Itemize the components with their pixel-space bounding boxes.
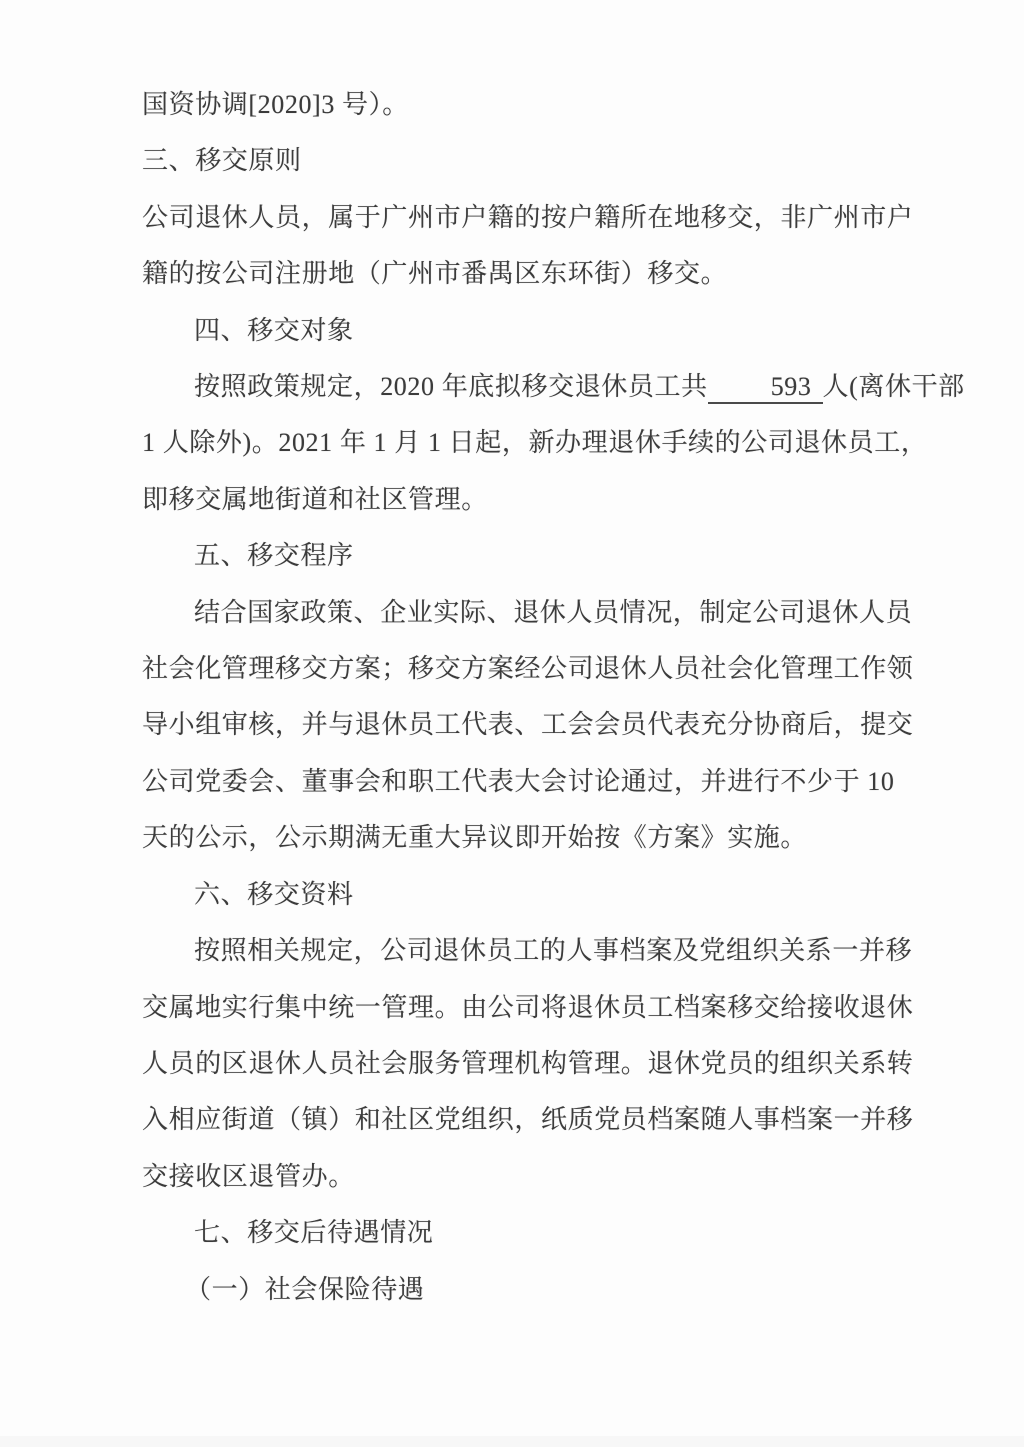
paragraph-line: 按照相关规定，公司退休员工的人事档案及党组织关系一并移	[194, 936, 913, 966]
section-heading-4-transfer-targets: 四、移交对象	[194, 315, 354, 345]
paragraph-line: 社会化管理移交方案；移交方案经公司退休人员社会化管理工作领	[142, 654, 914, 684]
paragraph-segment: 人(离休干部	[822, 372, 965, 402]
section-heading-6-transfer-materials: 六、移交资料	[194, 879, 354, 909]
section-heading-5-transfer-procedure: 五、移交程序	[194, 541, 354, 571]
paragraph-line: 即移交属地街道和社区管理。	[142, 484, 488, 514]
paragraph-line	[142, 359, 965, 415]
paragraph-line: 入相应街道（镇）和社区党组织，纸质党员档案随人事档案一并移	[142, 1105, 914, 1135]
document-body	[142, 77, 965, 1318]
paragraph-line: 导小组审核，并与退休员工代表、工会会员代表充分协商后，提交	[142, 710, 914, 740]
subsection-heading-7-1-social-insurance: （一）社会保险待遇	[185, 1274, 425, 1304]
scan-edge-artifact	[0, 1436, 1024, 1447]
paragraph-line: 公司退休人员，属于广州市户籍的按户籍所在地移交，非广州市户	[142, 202, 914, 232]
paragraph-line: 交接收区退管办。	[142, 1161, 355, 1191]
paragraph-line: 天的公示，公示期满无重大异议即开始按《方案》实施。	[142, 823, 808, 853]
paragraph-line: 交属地实行集中统一管理。由公司将退休员工档案移交给接收退休	[142, 992, 914, 1022]
section-heading-3-transfer-principles: 三、移交原则	[142, 146, 302, 176]
paragraph-line: 结合国家政策、企业实际、退休人员情况，制定公司退休人员	[194, 597, 913, 627]
paragraph-line: 籍的按公司注册地（广州市番禺区东环街）移交。	[142, 259, 728, 289]
paragraph-line-ref-number: 国资协调[2020]3 号）。	[142, 90, 409, 119]
section-heading-7-post-transfer-benefits: 七、移交后待遇情况	[194, 1218, 434, 1248]
paragraph-segment: 按照政策规定，2020 年底拟移交退休员工共	[194, 372, 708, 402]
transfer-count-underlined: 593	[708, 372, 823, 404]
paragraph-line: 公司党委会、董事会和职工代表大会讨论通过，并进行不少于 10	[142, 766, 895, 796]
paragraph-line: 人员的区退休人员社会服务管理机构管理。退休党员的组织关系转	[142, 1048, 914, 1078]
paragraph-line: 1 人除外)。2021 年 1 月 1 日起，新办理退休手续的公司退休员工，	[142, 428, 928, 458]
